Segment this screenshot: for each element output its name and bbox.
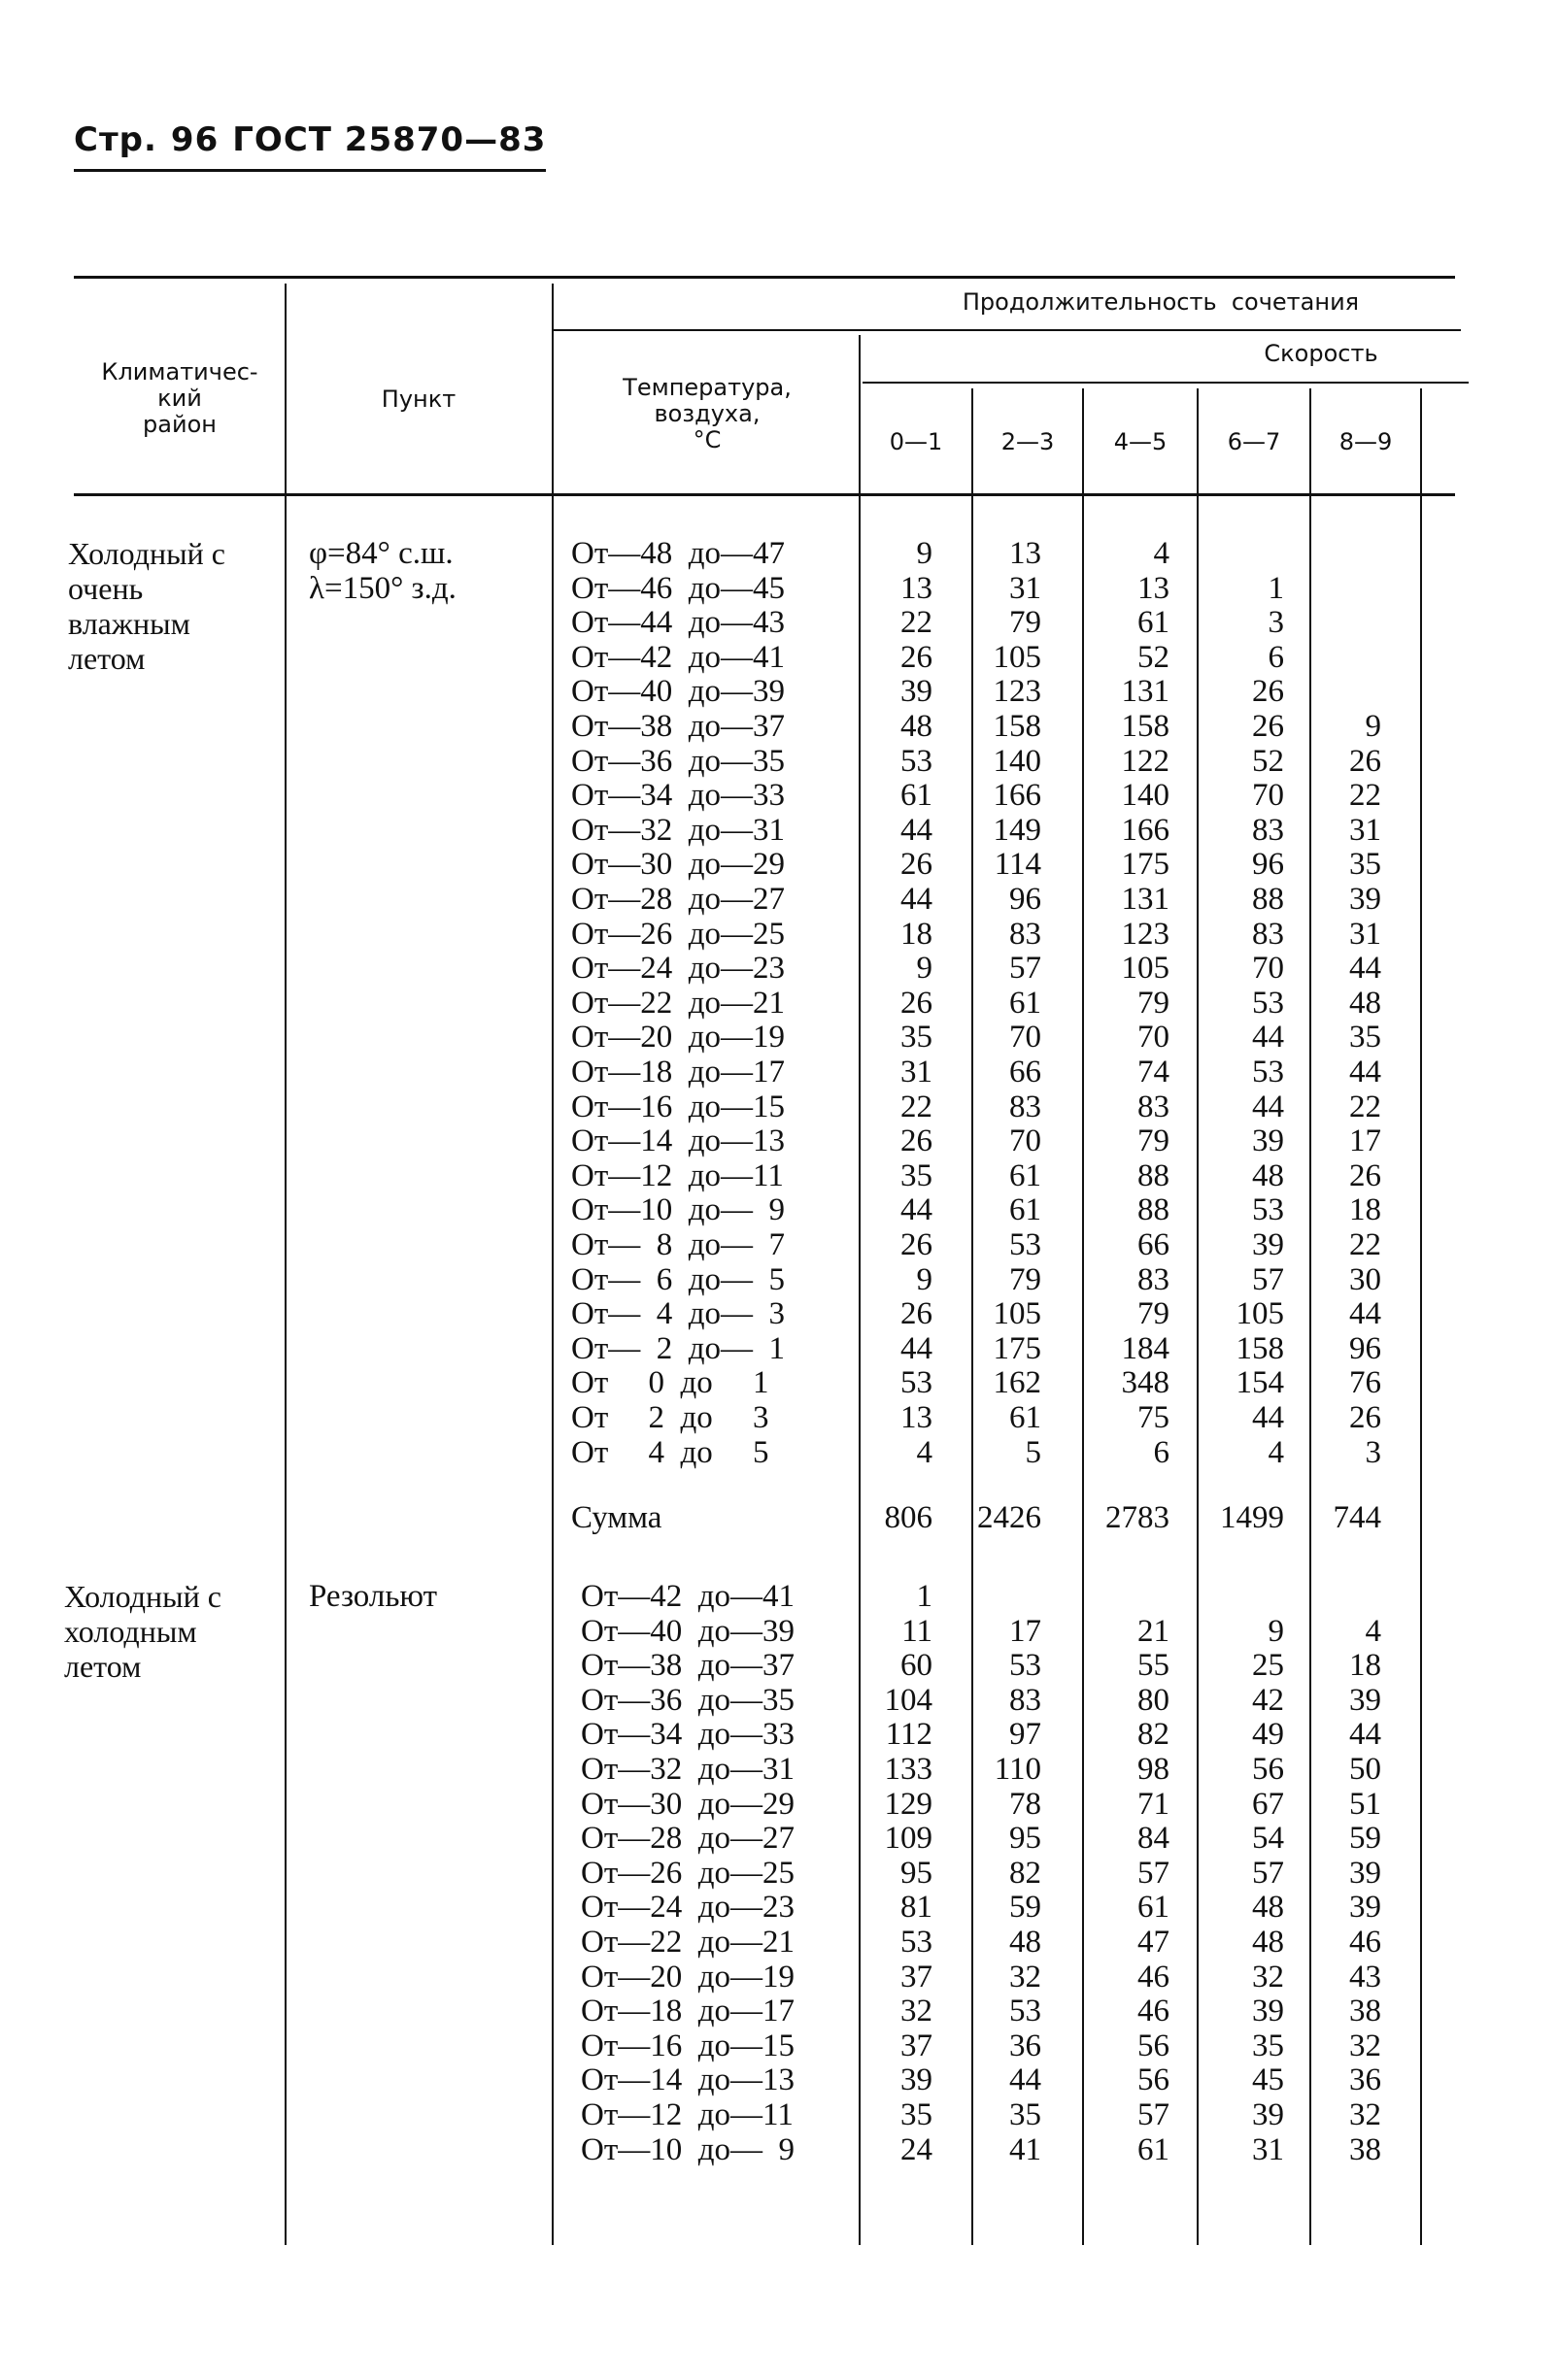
value-cell: 26 [900,639,932,675]
value-cell: 44 [1252,1089,1284,1124]
value-cell: 31 [900,1055,932,1089]
value-cell: 67 [1252,1786,1284,1822]
value-cell: 44 [1349,1717,1381,1753]
value-cell: 154 [1236,1365,1284,1401]
value-cell: 80 [1137,1682,1169,1718]
temperature-range-cell: От—40 до—39 [581,1613,796,1649]
value-cell: 66 [1009,1055,1041,1089]
value-cell: 31 [1349,916,1381,952]
value-cell: 22 [900,1089,932,1124]
value-cell: 53 [1009,1994,1041,2029]
value-cell: 5 [1025,1434,1041,1470]
speed-rule [863,382,1469,384]
value-cell: 41 [1009,2131,1041,2167]
temperature-range-cell: От—20 до—19 [581,1959,796,1995]
temperature-range-cell: От—22 до—21 [581,1925,796,1960]
value-cell: 4 [916,1434,932,1470]
value-cell: 60 [900,1648,932,1684]
value-cell: 51 [1349,1786,1381,1822]
value-cell: 44 [1252,1020,1284,1056]
value-cell: 57 [1252,1855,1284,1891]
header-speed-8-9: 8—9 [1338,428,1393,455]
value-cell: 53 [900,1365,932,1401]
value-cell: 76 [1349,1365,1381,1401]
value-cell: 57 [1252,1261,1284,1297]
value-cell: 39 [1252,1123,1284,1159]
value-cell: 39 [1252,2097,1284,2132]
value-cell: 48 [900,709,932,744]
value-cell: 59 [1349,1821,1381,1857]
value-cell: 166 [993,778,1041,814]
value-cell: 35 [1349,1020,1381,1056]
group-2-region: Холодный с холодным летом [64,1579,221,1684]
value-cell: 46 [1137,1994,1169,2029]
temperature-range-cell: От—42 до—41 [571,639,786,675]
page-number: 96 [170,120,220,159]
temperature-range-cell: От—46 до—45 [571,570,786,606]
sum-value-cell: 744 [1333,1500,1381,1536]
standard-number: ГОСТ 25870—83 [232,120,547,159]
value-cell: 140 [993,743,1041,779]
value-cell: 79 [1009,1261,1041,1297]
value-cell: 74 [1137,1055,1169,1089]
value-cell: 70 [1252,778,1284,814]
value-cell: 32 [1349,2028,1381,2063]
value-cell: 37 [900,1959,932,1995]
sum-value-cell: 2426 [977,1500,1041,1536]
value-cell: 44 [1349,1055,1381,1089]
value-cell: 26 [1349,1400,1381,1435]
value-cell: 84 [1137,1821,1169,1857]
value-cell: 26 [900,985,932,1021]
value-cell: 79 [1137,985,1169,1021]
value-cell: 53 [1252,1055,1284,1089]
value-cell: 52 [1252,743,1284,779]
temperature-range-cell: От—38 до—37 [571,709,786,744]
value-cell: 45 [1252,2062,1284,2098]
header-speed-0-1: 0—1 [889,428,943,455]
value-cell: 61 [1009,1157,1041,1193]
value-cell: 26 [1349,1157,1381,1193]
header-duration: Продолжительность сочетания [962,288,1360,316]
value-cell: 39 [900,674,932,710]
page-header [74,120,546,172]
value-cell: 61 [1137,605,1169,641]
value-cell: 61 [1009,1192,1041,1228]
value-cell: 37 [900,2028,932,2063]
temperature-range-cell: От—42 до—41 [581,1579,796,1614]
value-cell: 131 [1121,882,1169,917]
value-cell: 78 [1009,1786,1041,1822]
value-cell: 35 [1252,2028,1284,2063]
value-cell: 53 [1252,985,1284,1021]
value-cell: 95 [900,1855,932,1891]
value-cell: 46 [1349,1925,1381,1960]
sum-value-cell: 806 [884,1500,932,1536]
value-cell: 61 [1137,1890,1169,1926]
value-cell: 9 [916,1261,932,1297]
value-cell: 11 [901,1613,932,1649]
value-cell: 32 [1349,2097,1381,2132]
temperature-range-cell: От—12 до—11 [571,1157,784,1193]
value-cell: 83 [1009,1682,1041,1718]
value-cell: 44 [1252,1400,1284,1435]
value-cell: 39 [1349,1682,1381,1718]
value-cell: 42 [1252,1682,1284,1718]
value-cell: 49 [1252,1717,1284,1753]
value-cell: 35 [1009,2097,1041,2132]
temperature-range-cell: От—10 до— 9 [581,2131,796,2167]
group-1-point: φ=84° с.ш. λ=150° з.д. [309,536,457,606]
value-cell: 61 [1009,985,1041,1021]
value-cell: 39 [1349,1855,1381,1891]
value-cell: 98 [1137,1752,1169,1787]
value-cell: 44 [1009,2062,1041,2098]
duration-rule [554,329,1461,331]
value-cell: 39 [1252,1227,1284,1262]
value-cell: 83 [1009,1089,1041,1124]
value-cell: 88 [1137,1157,1169,1193]
value-cell: 166 [1121,812,1169,848]
temperature-range-cell: От—34 до—33 [571,778,786,814]
value-cell: 70 [1252,951,1284,987]
temperature-range-cell: От—40 до—39 [571,674,786,710]
temperature-range-cell: От—18 до—17 [581,1994,796,2029]
value-cell: 50 [1349,1752,1381,1787]
value-cell: 48 [1252,1890,1284,1926]
value-cell: 131 [1121,674,1169,710]
value-cell: 22 [1349,1227,1381,1262]
value-cell: 22 [900,605,932,641]
value-cell: 162 [993,1365,1041,1401]
header-speed-4-5: 4—5 [1113,428,1168,455]
col-sep-point [552,284,554,2245]
header-speed: Скорость [1264,340,1378,367]
temperature-range-cell: От—36 до—35 [571,743,786,779]
value-cell: 26 [1252,709,1284,744]
value-cell: 114 [994,847,1041,883]
value-cell: 38 [1349,1994,1381,2029]
value-cell: 158 [993,709,1041,744]
value-cell: 3 [1365,1434,1381,1470]
value-cell: 83 [1137,1261,1169,1297]
value-cell: 105 [1236,1296,1284,1332]
value-cell: 61 [1009,1400,1041,1435]
temperature-range-cell: От—38 до—37 [581,1648,796,1684]
value-cell: 46 [1137,1959,1169,1995]
col-sep-s3 [1197,388,1199,2245]
table-top-rule [74,276,1455,279]
temperature-range-cell: От—14 до—13 [571,1123,786,1159]
value-cell: 6 [1153,1434,1169,1470]
value-cell: 96 [1009,882,1041,917]
value-cell: 129 [884,1786,932,1822]
value-cell: 57 [1009,951,1041,987]
value-cell: 26 [1252,674,1284,710]
value-cell: 158 [1121,709,1169,744]
value-cell: 70 [1137,1020,1169,1056]
value-cell: 54 [1252,1821,1284,1857]
value-cell: 97 [1009,1717,1041,1753]
value-cell: 26 [900,1227,932,1262]
temperature-range-cell: От—30 до—29 [581,1786,796,1822]
value-cell: 158 [1236,1330,1284,1366]
value-cell: 184 [1121,1330,1169,1366]
value-cell: 95 [1009,1821,1041,1857]
value-cell: 66 [1137,1227,1169,1262]
value-cell: 36 [1349,2062,1381,2098]
value-cell: 48 [1009,1925,1041,1960]
temperature-range-cell: От—10 до— 9 [571,1192,786,1228]
value-cell: 82 [1137,1717,1169,1753]
value-cell: 22 [1349,1089,1381,1124]
temperature-range-cell: От—44 до—43 [571,605,786,641]
temperature-range-cell: От—26 до—25 [581,1855,796,1891]
value-cell: 79 [1137,1296,1169,1332]
value-cell: 83 [1252,916,1284,952]
value-cell: 39 [1349,882,1381,917]
value-cell: 4 [1365,1613,1381,1649]
value-cell: 44 [900,882,932,917]
value-cell: 9 [1268,1613,1284,1649]
temperature-range-cell: От 4 до 5 [571,1434,769,1470]
value-cell: 26 [900,1296,932,1332]
value-cell: 75 [1137,1400,1169,1435]
value-cell: 44 [900,1330,932,1366]
value-cell: 6 [1268,639,1284,675]
value-cell: 4 [1268,1434,1284,1470]
sum-value-cell: 2783 [1105,1500,1169,1536]
value-cell: 17 [1349,1123,1381,1159]
temperature-range-cell: От—18 до—17 [571,1055,786,1089]
temperature-range-cell: От—32 до—31 [581,1752,796,1787]
value-cell: 13 [900,570,932,606]
value-cell: 112 [885,1717,932,1753]
temperature-range-cell: От— 6 до— 5 [571,1261,786,1297]
value-cell: 105 [1121,951,1169,987]
value-cell: 48 [1349,985,1381,1021]
value-cell: 9 [916,951,932,987]
sum-label: Сумма [571,1500,662,1536]
temperature-range-cell: От—14 до—13 [581,2062,796,2098]
temperature-range-cell: От—28 до—27 [581,1821,796,1857]
value-cell: 53 [1009,1648,1041,1684]
value-cell: 105 [993,639,1041,675]
value-cell: 22 [1349,778,1381,814]
value-cell: 13 [1009,536,1041,571]
page-label: Стр. [74,120,157,159]
temperature-range-cell: От—16 до—15 [581,2028,796,2063]
value-cell: 38 [1349,2131,1381,2167]
value-cell: 175 [1121,847,1169,883]
value-cell: 83 [1009,916,1041,952]
value-cell: 96 [1349,1330,1381,1366]
header-region: Климатичес- кий район [101,358,258,438]
value-cell: 123 [1121,916,1169,952]
header-point: Пункт [381,385,457,413]
col-sep-temp [859,335,861,2245]
temperature-range-cell: От—12 до—11 [581,2097,794,2132]
value-cell: 122 [1121,743,1169,779]
value-cell: 109 [884,1821,932,1857]
value-cell: 61 [900,778,932,814]
value-cell: 79 [1137,1123,1169,1159]
temperature-range-cell: От—20 до—19 [571,1020,786,1056]
value-cell: 39 [900,2062,932,2098]
sum-value-cell: 1499 [1220,1500,1284,1536]
value-cell: 52 [1137,639,1169,675]
temperature-range-cell: От—22 до—21 [571,985,786,1021]
temperature-range-cell: От—34 до—33 [581,1717,796,1753]
value-cell: 9 [1365,709,1381,744]
temperature-range-cell: От—24 до—23 [581,1890,796,1926]
value-cell: 56 [1137,2028,1169,2063]
value-cell: 82 [1009,1855,1041,1891]
value-cell: 36 [1009,2028,1041,2063]
value-cell: 59 [1009,1890,1041,1926]
temperature-range-cell: От—28 до—27 [571,882,786,917]
value-cell: 140 [1121,778,1169,814]
value-cell: 79 [1009,605,1041,641]
value-cell: 44 [900,812,932,848]
value-cell: 39 [1252,1994,1284,2029]
value-cell: 57 [1137,1855,1169,1891]
header-speed-2-3: 2—3 [1000,428,1055,455]
value-cell: 44 [900,1192,932,1228]
value-cell: 17 [1009,1613,1041,1649]
value-cell: 53 [1252,1192,1284,1228]
temperature-range-cell: От—32 до—31 [571,812,786,848]
temperature-range-cell: От—24 до—23 [571,951,786,987]
value-cell: 35 [900,2097,932,2132]
value-cell: 1 [1268,570,1284,606]
value-cell: 53 [900,1925,932,1960]
value-cell: 149 [993,812,1041,848]
value-cell: 175 [993,1330,1041,1366]
temperature-range-cell: От—48 до—47 [571,536,786,571]
value-cell: 70 [1009,1020,1041,1056]
col-sep-s5 [1420,388,1422,2245]
value-cell: 26 [900,847,932,883]
value-cell: 83 [1137,1089,1169,1124]
value-cell: 26 [1349,743,1381,779]
value-cell: 4 [1153,536,1169,571]
value-cell: 56 [1137,2062,1169,2098]
value-cell: 13 [1137,570,1169,606]
value-cell: 133 [884,1752,932,1787]
value-cell: 48 [1252,1157,1284,1193]
value-cell: 13 [900,1400,932,1435]
value-cell: 71 [1137,1786,1169,1822]
value-cell: 44 [1349,1296,1381,1332]
value-cell: 88 [1137,1192,1169,1228]
value-cell: 18 [1349,1648,1381,1684]
value-cell: 57 [1137,2097,1169,2132]
value-cell: 30 [1349,1261,1381,1297]
value-cell: 53 [900,743,932,779]
value-cell: 32 [1009,1959,1041,1995]
value-cell: 53 [1009,1227,1041,1262]
value-cell: 26 [900,1123,932,1159]
value-cell: 21 [1137,1613,1169,1649]
value-cell: 35 [900,1020,932,1056]
value-cell: 31 [1349,812,1381,848]
value-cell: 24 [900,2131,932,2167]
group-1-region: Холодный с очень влажным летом [68,536,225,676]
value-cell: 56 [1252,1752,1284,1787]
value-cell: 31 [1252,2131,1284,2167]
value-cell: 18 [900,916,932,952]
temperature-range-cell: От—26 до—25 [571,916,786,952]
value-cell: 61 [1137,2131,1169,2167]
value-cell: 39 [1349,1890,1381,1926]
value-cell: 1 [916,1579,932,1614]
temperature-range-cell: От— 8 до— 7 [571,1227,786,1262]
temperature-range-cell: От 2 до 3 [571,1400,769,1435]
header-bottom-rule [74,493,1455,496]
col-sep-region [285,284,287,2245]
value-cell: 25 [1252,1648,1284,1684]
value-cell: 96 [1252,847,1284,883]
group-2-point: Резольют [309,1579,438,1614]
value-cell: 47 [1137,1925,1169,1960]
col-sep-s4 [1309,388,1311,2245]
temperature-range-cell: От 0 до 1 [571,1365,769,1401]
value-cell: 32 [900,1994,932,2029]
value-cell: 110 [994,1752,1041,1787]
value-cell: 70 [1009,1123,1041,1159]
value-cell: 9 [916,536,932,571]
value-cell: 44 [1349,951,1381,987]
value-cell: 123 [993,674,1041,710]
value-cell: 35 [900,1157,932,1193]
value-cell: 88 [1252,882,1284,917]
value-cell: 35 [1349,847,1381,883]
temperature-range-cell: От—36 до—35 [581,1682,796,1718]
value-cell: 48 [1252,1925,1284,1960]
temperature-range-cell: От— 2 до— 1 [571,1330,786,1366]
col-sep-s2 [1082,388,1084,2245]
value-cell: 105 [993,1296,1041,1332]
header-speed-6-7: 6—7 [1227,428,1281,455]
temperature-range-cell: От—30 до—29 [571,847,786,883]
header-temperature: Температура, воздуха, °С [623,374,792,453]
value-cell: 104 [884,1682,932,1718]
value-cell: 55 [1137,1648,1169,1684]
value-cell: 348 [1121,1365,1169,1401]
value-cell: 31 [1009,570,1041,606]
value-cell: 18 [1349,1192,1381,1228]
value-cell: 3 [1268,605,1284,641]
value-cell: 43 [1349,1959,1381,1995]
value-cell: 32 [1252,1959,1284,1995]
value-cell: 81 [900,1890,932,1926]
temperature-range-cell: От— 4 до— 3 [571,1296,786,1332]
value-cell: 83 [1252,812,1284,848]
temperature-range-cell: От—16 до—15 [571,1089,786,1124]
